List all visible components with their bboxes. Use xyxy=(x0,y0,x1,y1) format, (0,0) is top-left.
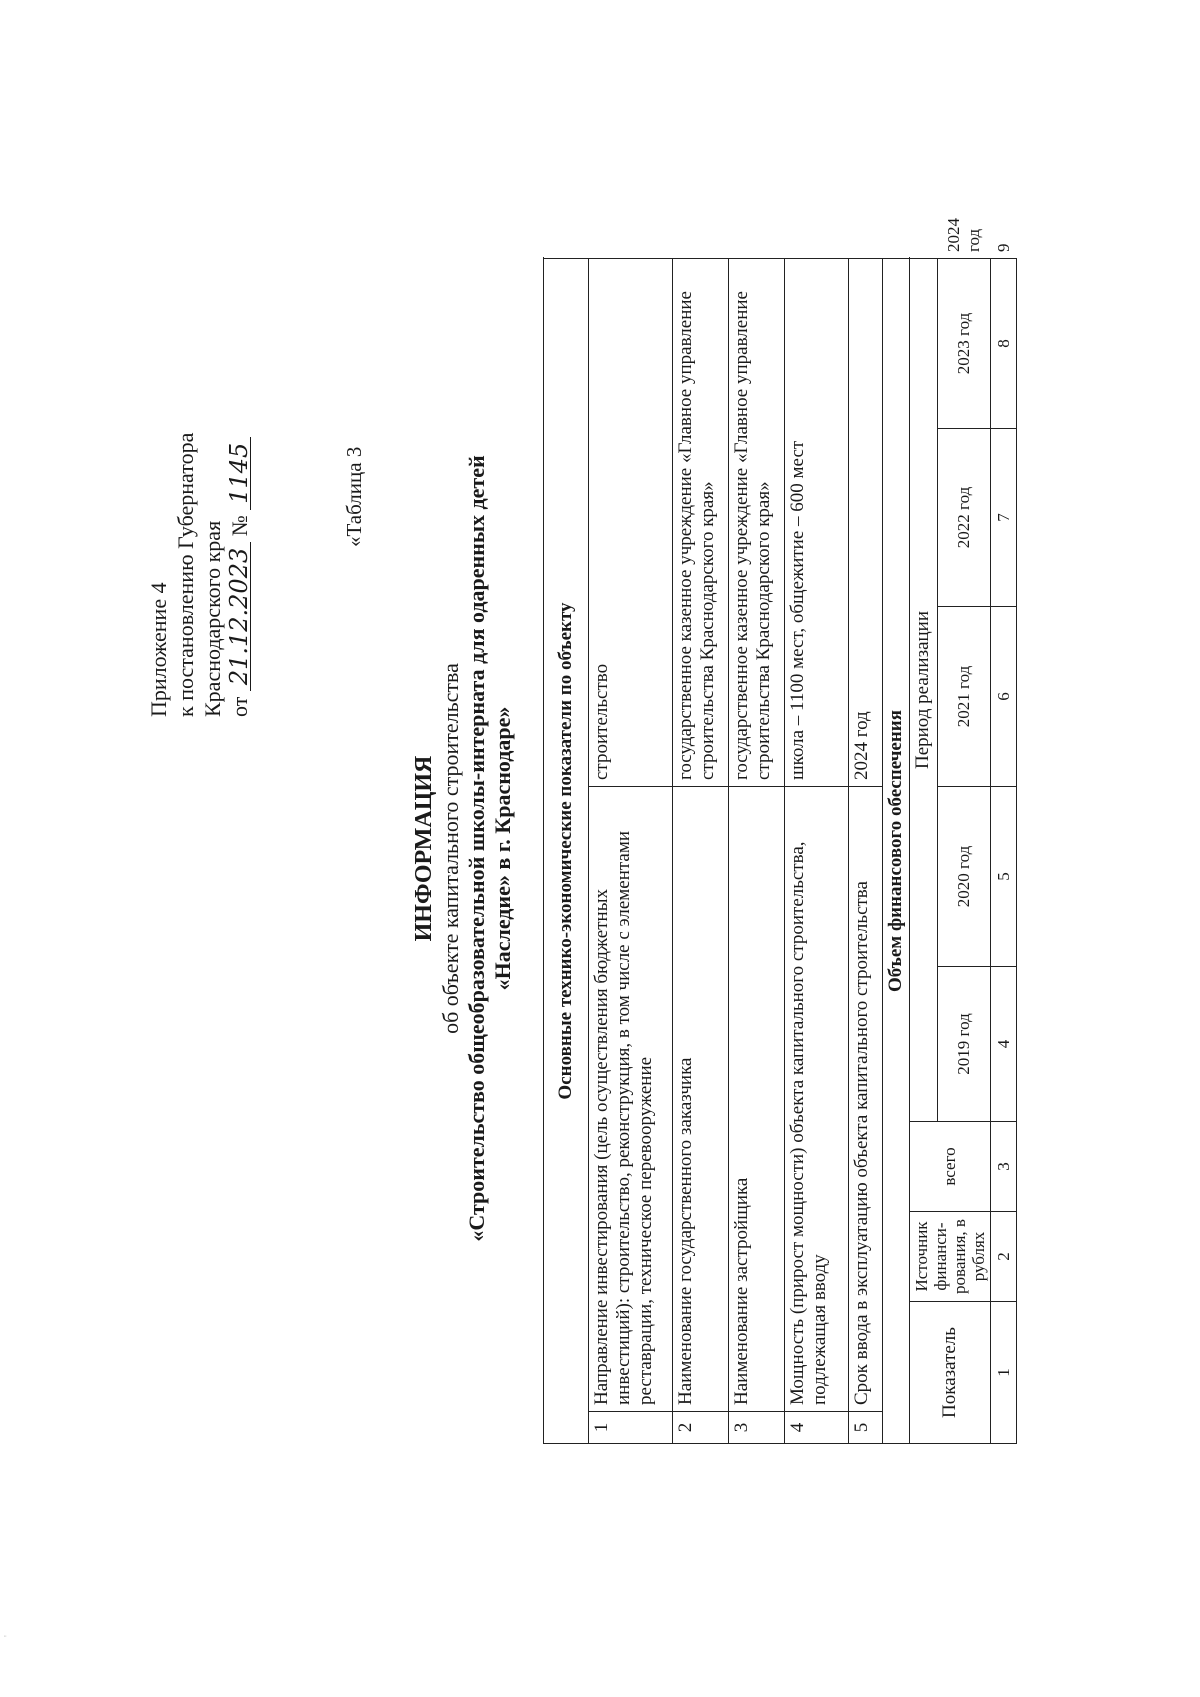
column-number-row: 1 2 3 4 5 6 7 8 9 xyxy=(991,259,1017,1444)
indicator-value: школа – 1100 мест, общежитие – 600 мест xyxy=(785,259,849,787)
indicator-label: Срок ввода в эксплуатацию объекта капитального строительства xyxy=(849,787,883,1412)
year-column-header: 2022 год xyxy=(937,429,990,607)
row-number: 1 xyxy=(589,1412,673,1444)
period-header: Период реализации xyxy=(910,259,938,1122)
date-prefix: от xyxy=(227,696,252,717)
row-number: 4 xyxy=(785,1412,849,1444)
row-number: 5 xyxy=(849,1412,883,1444)
table-row xyxy=(589,259,673,1444)
appendix-line: Приложение 4 xyxy=(146,582,171,717)
financing-header-row xyxy=(910,259,938,1444)
object-name-line: «Строительство общеобразовательной школы-интерната для одаренных детей xyxy=(464,455,489,1242)
year-column-header: 2021 год xyxy=(937,607,990,787)
object-name-line: «Наследие» в г. Краснодаре» xyxy=(490,706,515,991)
year-column-header: 2023 год xyxy=(937,259,990,429)
column-number: 3 xyxy=(991,1122,1017,1212)
decree-date: 21.12.2023 xyxy=(228,542,251,691)
source-column-header: Источник финанси-рования, в рублях xyxy=(910,1212,991,1302)
table-row xyxy=(849,259,883,1444)
indicator-column-header: Показатель xyxy=(910,1302,991,1444)
indicator-value: государственное казенное учреждение «Главное управление строительства Краснодарского края» xyxy=(673,259,729,787)
year-column-header: 2020 год xyxy=(937,787,990,967)
column-number: 8 xyxy=(991,259,1017,429)
table-row xyxy=(729,259,785,1444)
row-number: 3 xyxy=(729,1412,785,1444)
financing-section-title: Объем финансового обеспечения xyxy=(883,259,910,1444)
table-row xyxy=(673,259,729,1444)
object-info-table xyxy=(543,218,1017,1444)
year-column-header: 2019 год xyxy=(937,967,990,1122)
title-subtitle: об объекте капитального строительства xyxy=(438,663,463,1034)
scan-artifact: ' xyxy=(3,1635,14,1637)
indicators-section-title: Основные технико-экономические показатели по объекту xyxy=(544,259,589,1444)
column-number: 1 xyxy=(991,1302,1017,1444)
indicator-label: Мощность (прирост мощности) объекта капитального строительства, подлежащая вводу xyxy=(785,787,849,1412)
indicator-value: 2024 год xyxy=(849,259,883,787)
total-column-header: всего xyxy=(910,1122,991,1212)
appendix-block xyxy=(145,433,253,717)
financing-years-row: 2019 год 2020 год 2021 год 2022 год 2023 год 2024 год xyxy=(937,259,990,1444)
column-number: 5 xyxy=(991,787,1017,967)
column-number: 7 xyxy=(991,429,1017,607)
column-number: 4 xyxy=(991,967,1017,1122)
table-section-header xyxy=(883,259,910,1444)
table-section-header xyxy=(544,259,589,1444)
decree-number: 1145 xyxy=(228,437,251,510)
row-number: 2 xyxy=(673,1412,729,1444)
table-number-label: «Таблица 3 xyxy=(342,446,366,547)
decree-date-number xyxy=(226,433,253,717)
indicator-value: государственное казенное учреждение «Главное управление строительства Краснодарского края» xyxy=(729,259,785,787)
indicator-label: Наименование застройщика xyxy=(729,787,785,1412)
appendix-line: к постановлению Губернатора xyxy=(173,432,198,717)
number-prefix: № xyxy=(227,515,252,537)
appendix-line: Краснодарского края xyxy=(200,520,225,717)
column-number: 2 xyxy=(991,1212,1017,1302)
table-row xyxy=(785,259,849,1444)
indicator-label: Направление инвестирования (цель осуществления бюджетных инвестиций): строительство, реконструкция, в том числе с элементами реставрации, техническое перевооружение xyxy=(589,787,673,1412)
column-number: 6 xyxy=(991,607,1017,787)
title-heading: ИНФОРМАЦИЯ xyxy=(411,755,437,942)
document-title xyxy=(410,230,516,1467)
indicator-label: Наименование государственного заказчика xyxy=(673,787,729,1412)
indicator-value: строительство xyxy=(589,259,673,787)
